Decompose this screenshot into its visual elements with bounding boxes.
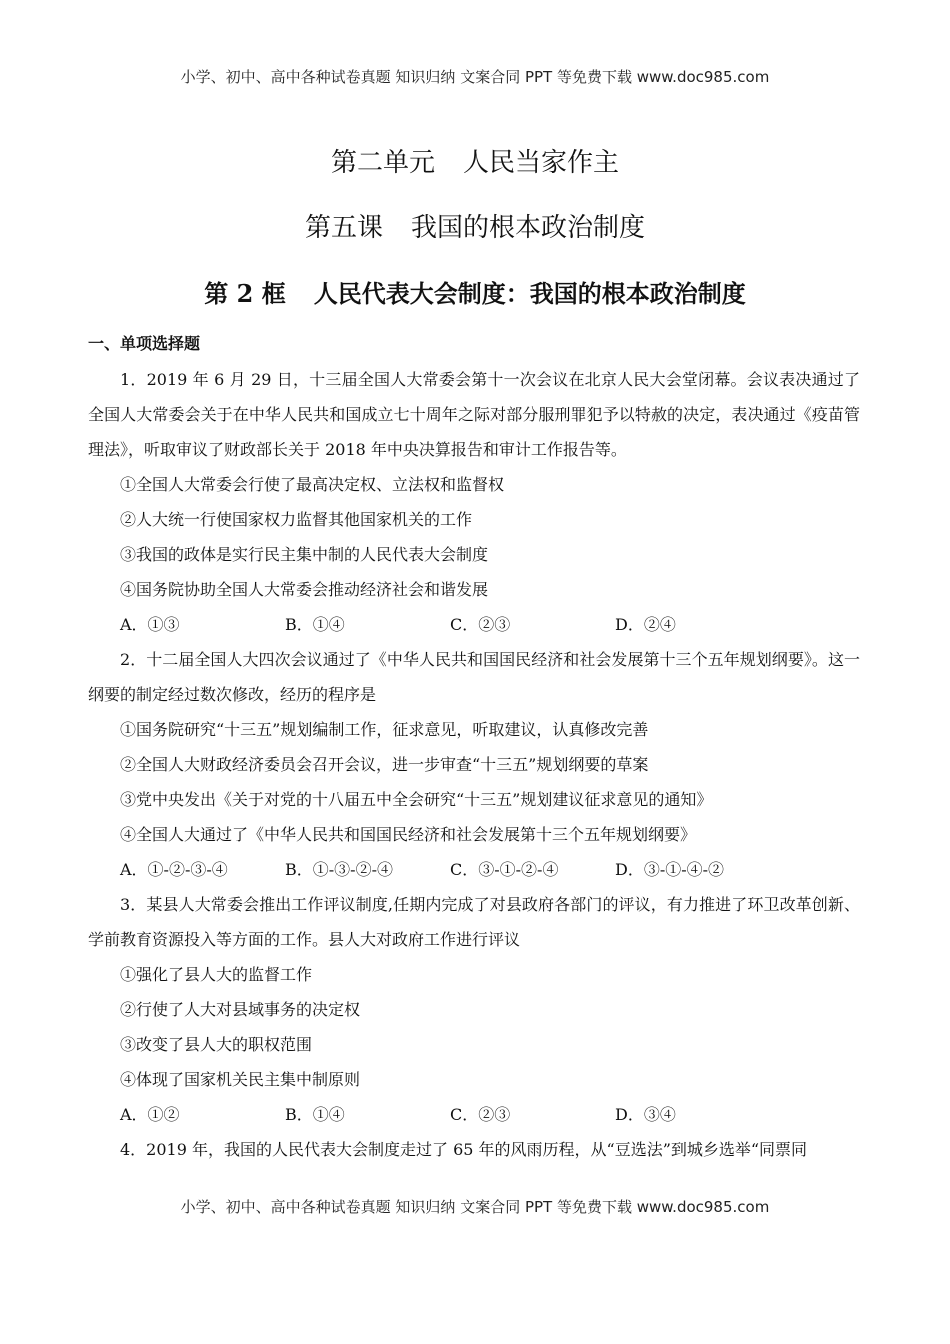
answer-choices xyxy=(88,1097,860,1132)
statement-option: ④体现了国家机关民主集中制原则 xyxy=(120,1070,361,1089)
statement-option: ①国务院研究“十三五”规划编制工作，征求意见，听取建议，认真修改完善 xyxy=(120,720,649,739)
lesson-title xyxy=(0,207,950,244)
question-4 xyxy=(88,1132,860,1167)
page-footer: 小学、初中、高中各种试卷真题 知识归纳 文案合同 PPT 等免费下载 www.doc985.com xyxy=(180,1198,770,1216)
choice-b: B．①-③-②-④ xyxy=(285,860,393,879)
lesson-number: 第五课 xyxy=(304,213,383,243)
question-stem: 1．2019 年 6 月 29 日，十三届全国人大常委会第十一次会议在北京人民大会堂闭幕。会议表决通过了全国人大常委会关于在中华人民共和国成立七十周年之际对部分服刑罪犯予以特赦的决定，表决通过《疫苗管理法》，听取审议了财政部长关于 2018 年中央决算报告和审计工作报告等。 xyxy=(88,370,860,459)
question-stem: 2．十二届全国人大四次会议通过了《中华人民共和国国民经济和社会发展第十三个五年规划纲要》。这一纲要的制定经过数次修改，经历的程序是 xyxy=(88,650,860,704)
unit-number: 第二单元 xyxy=(330,148,435,178)
choice-a: A．①② xyxy=(120,1105,180,1124)
choice-b: B．①④ xyxy=(285,615,345,634)
statement-option: ④全国人大通过了《中华人民共和国国民经济和社会发展第十三个五年规划纲要》 xyxy=(120,825,697,844)
choice-c: C．③-①-②-④ xyxy=(450,860,559,879)
answer-choices xyxy=(88,852,860,887)
answer-choices xyxy=(88,607,860,642)
page-header: 小学、初中、高中各种试卷真题 知识归纳 文案合同 PPT 等免费下载 www.doc985.com xyxy=(180,68,770,86)
section-heading: 一、单项选择题 xyxy=(88,334,201,353)
question-stem: 3．某县人大常委会推出工作评议制度,任期内完成了对县政府各部门的评议，有力推进了环卫改革创新、学前教育资源投入等方面的工作。县人大对政府工作进行评议 xyxy=(88,895,860,949)
statement-option: ①全国人大常委会行使了最高决定权、立法权和监督权 xyxy=(120,475,505,494)
statement-option: ②全国人大财政经济委员会召开会议，进一步审查“十三五”规划纲要的草案 xyxy=(120,755,649,774)
statement-option: ①强化了县人大的监督工作 xyxy=(120,965,313,984)
unit-title xyxy=(0,142,950,179)
statement-option: ④国务院协助全国人大常委会推动经济社会和谐发展 xyxy=(120,580,489,599)
choice-d: D．②④ xyxy=(615,615,676,634)
choice-c: C．②③ xyxy=(450,1105,511,1124)
frame-title xyxy=(0,274,950,309)
statement-option: ③我国的政体是实行民主集中制的人民代表大会制度 xyxy=(120,545,489,564)
question-3 xyxy=(88,887,860,1132)
frame-number: 第 2 框 xyxy=(204,279,286,308)
question-1 xyxy=(88,362,860,642)
choice-b: B．①④ xyxy=(285,1105,345,1124)
statement-option: ②行使了人大对县域事务的决定权 xyxy=(120,1000,361,1019)
lesson-name: 我国的根本政治制度 xyxy=(411,213,646,243)
question-2 xyxy=(88,642,860,887)
document-body xyxy=(88,330,860,1167)
question-stem: 4．2019 年，我国的人民代表大会制度走过了 65 年的风雨历程，从“豆选法”到城乡选举“同票同 xyxy=(120,1140,808,1159)
statement-option: ③改变了县人大的职权范围 xyxy=(120,1035,313,1054)
choice-d: D．③-①-④-② xyxy=(615,860,725,879)
choice-a: A．①-②-③-④ xyxy=(120,860,228,879)
unit-name: 人民当家作主 xyxy=(463,148,620,178)
statement-option: ②人大统一行使国家权力监督其他国家机关的工作 xyxy=(120,510,473,529)
choice-a: A．①③ xyxy=(120,615,180,634)
statement-option: ③党中央发出《关于对党的十八届五中全会研究“十三五”规划建议征求意见的通知》 xyxy=(120,790,713,809)
choice-c: C．②③ xyxy=(450,615,511,634)
choice-d: D．③④ xyxy=(615,1105,676,1124)
frame-name: 人民代表大会制度：我国的根本政治制度 xyxy=(313,279,746,308)
